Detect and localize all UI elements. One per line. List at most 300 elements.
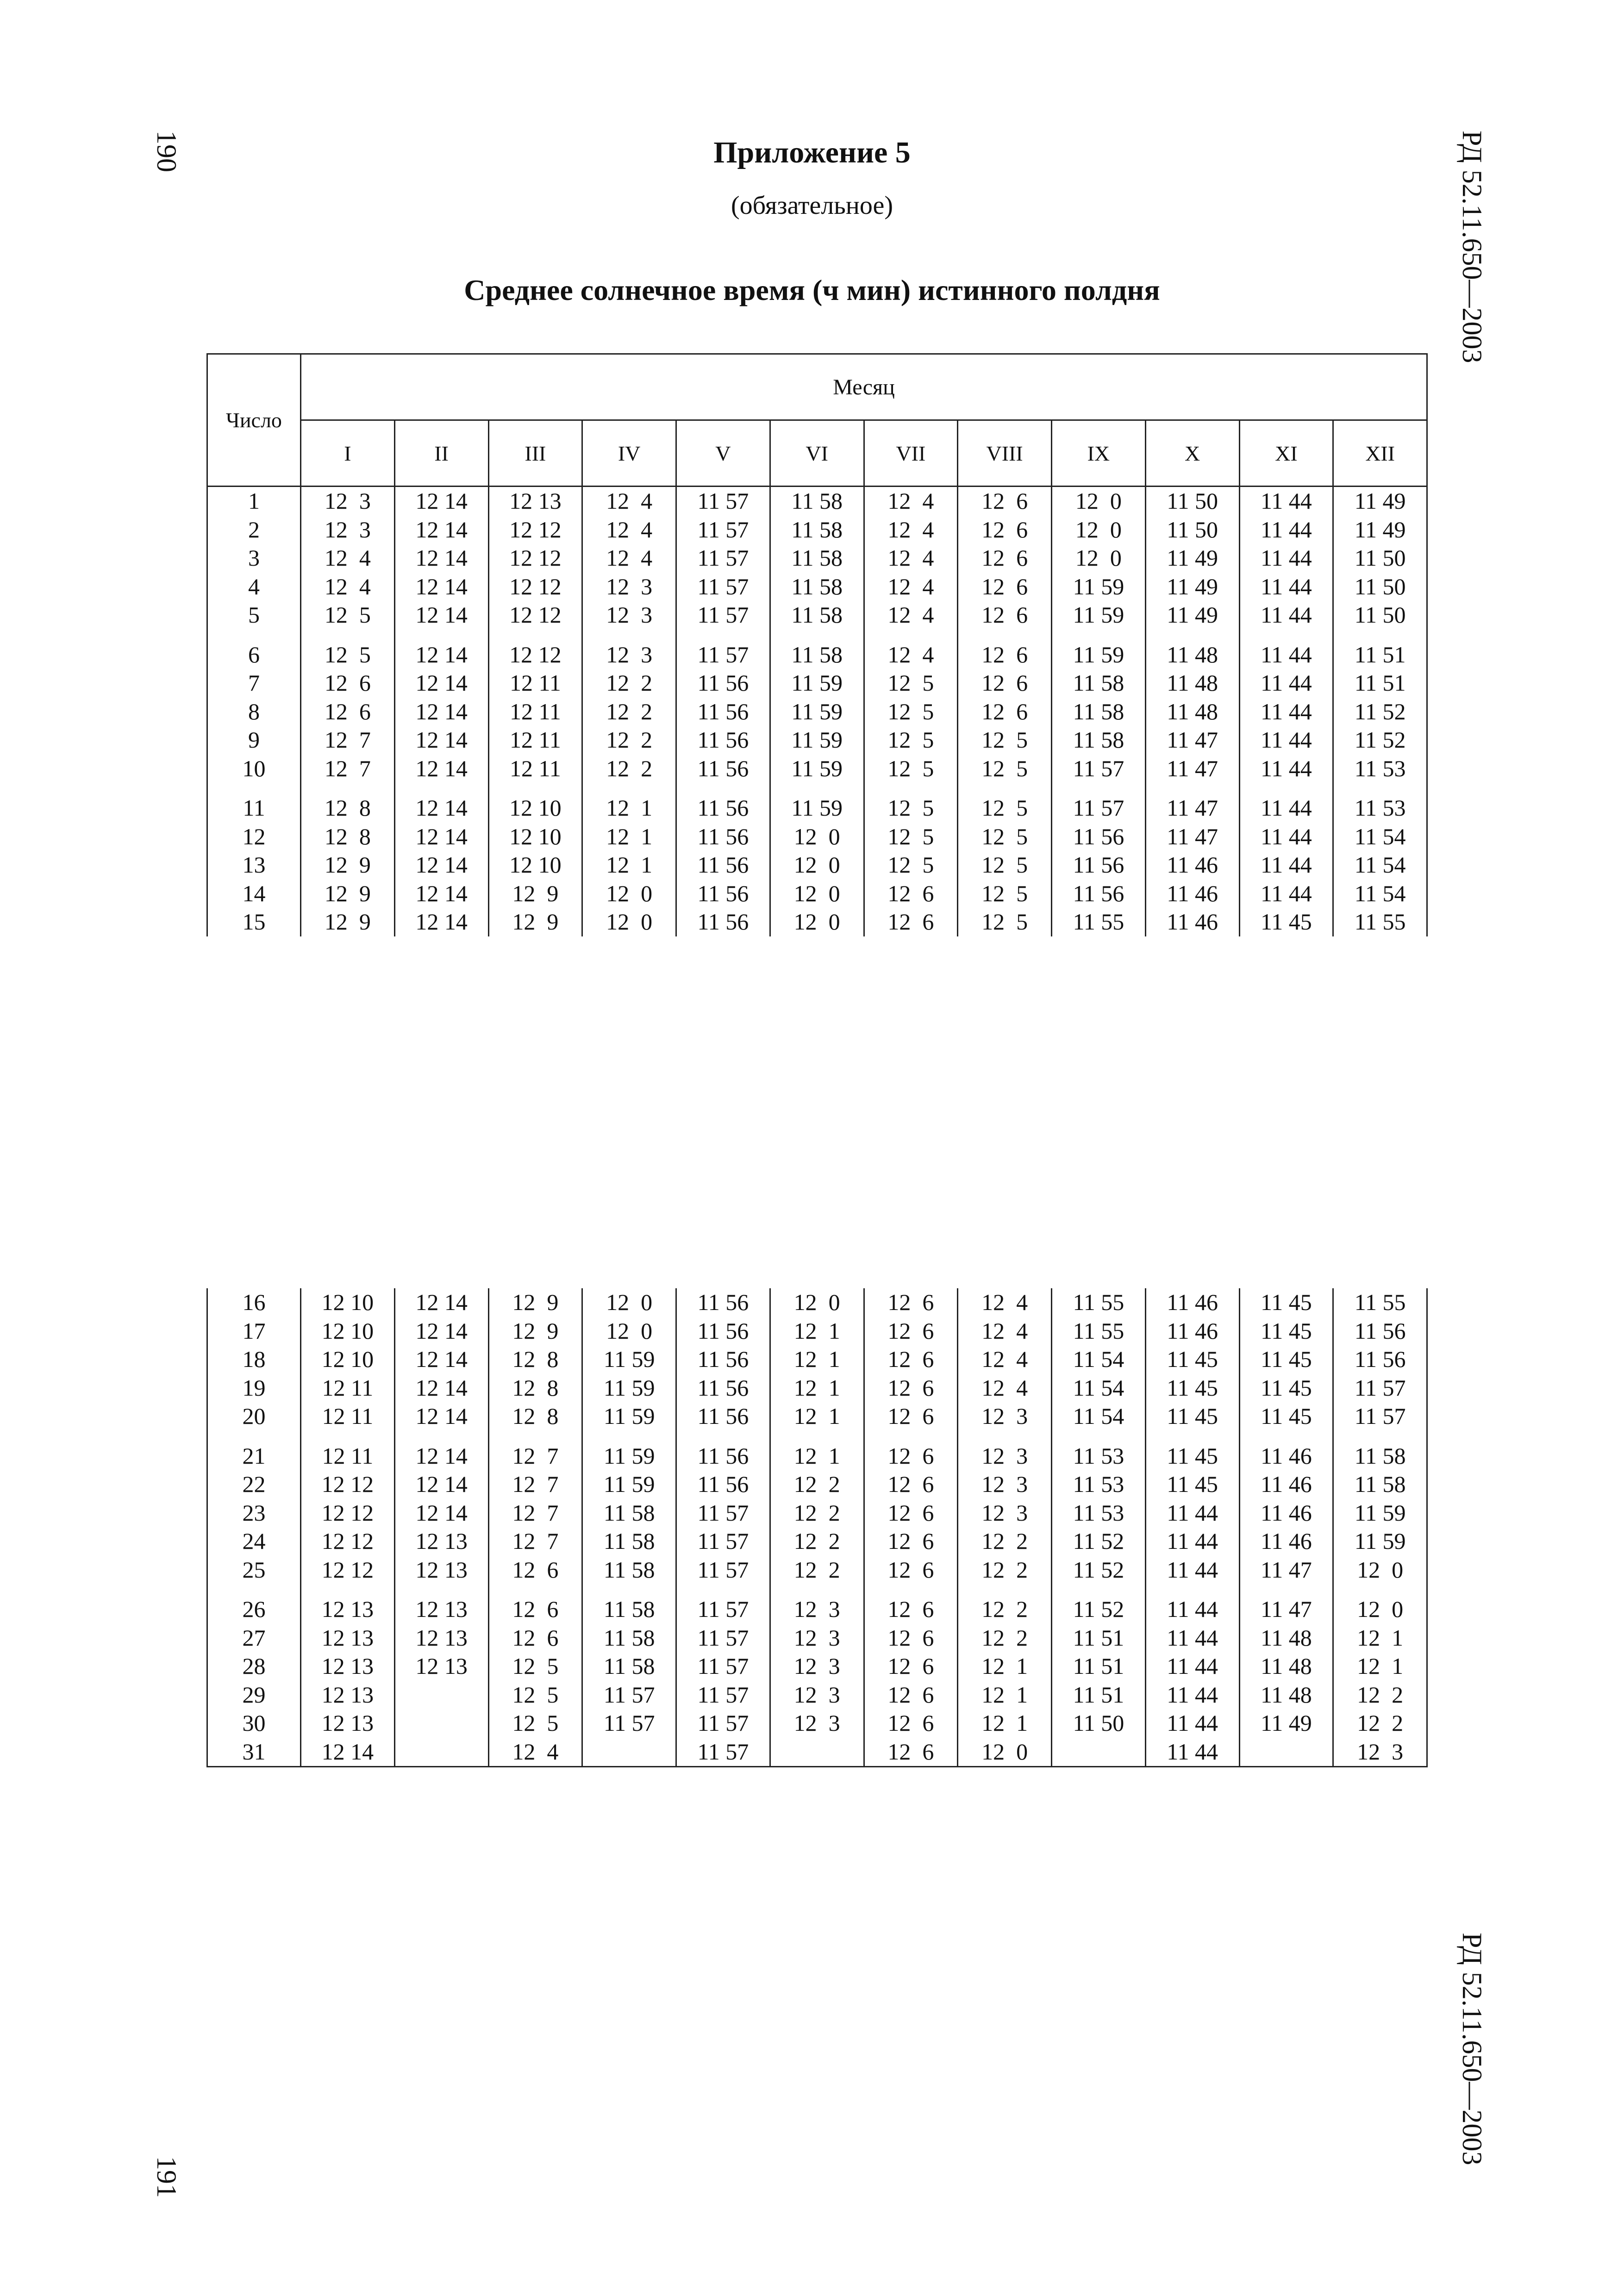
time-value: 12 4 [512, 1738, 559, 1765]
time-value: 12 3 [1357, 1738, 1404, 1765]
time-value: 11 56 [697, 823, 749, 849]
time-value: 12 13 [321, 1596, 374, 1622]
appendix-title: Приложение 5 [713, 136, 911, 169]
group-gap [1052, 630, 1145, 641]
day-number: 25 [242, 1556, 266, 1583]
time-value: 11 48 [1261, 1681, 1312, 1708]
time-value: 12 3 [793, 1681, 840, 1708]
time-value: 11 47 [1261, 1556, 1312, 1583]
time-value: 11 50 [1167, 516, 1218, 543]
group-gap [1146, 1431, 1239, 1442]
group-gap [301, 1584, 394, 1595]
time-value: 12 1 [606, 795, 653, 821]
time-value: 11 58 [791, 488, 843, 514]
time-value: 12 7 [512, 1528, 559, 1554]
time-value: 11 44 [1261, 698, 1312, 724]
time-value: 11 51 [1073, 1653, 1124, 1679]
day-number: 17 [242, 1317, 266, 1344]
table-row [207, 487, 1427, 936]
time-value: 12 11 [510, 698, 561, 724]
time-value: 11 44 [1167, 1738, 1218, 1765]
month-column-x [1145, 1288, 1239, 1767]
time-value: 12 14 [415, 1403, 468, 1429]
group-gap [489, 783, 582, 794]
time-value: 12 6 [981, 573, 1028, 599]
time-value: 11 58 [603, 1624, 655, 1651]
group-gap [677, 630, 769, 641]
group-gap [958, 783, 1051, 794]
time-value: 11 59 [1073, 602, 1124, 628]
time-value: 12 6 [887, 1681, 934, 1708]
day-number: 10 [242, 755, 266, 781]
time-value: 11 47 [1167, 795, 1218, 821]
group-gap [1334, 630, 1426, 641]
time-value: 11 58 [791, 516, 843, 543]
time-value: 12 6 [887, 1596, 934, 1622]
time-value: 12 2 [793, 1556, 840, 1583]
time-value: 11 51 [1354, 670, 1406, 696]
month-ix: IX [1052, 420, 1146, 487]
time-value: 11 44 [1167, 1596, 1218, 1622]
time-value: 11 59 [791, 727, 843, 753]
time-value: 12 3 [606, 602, 653, 628]
time-value: 12 7 [512, 1471, 559, 1497]
time-value: 11 53 [1073, 1499, 1124, 1526]
time-value: 12 8 [324, 795, 371, 821]
day-number: 22 [242, 1471, 266, 1497]
group-gap [208, 1584, 300, 1595]
time-value: 12 3 [324, 488, 371, 514]
time-value: 12 1 [981, 1681, 1028, 1708]
time-value: 11 44 [1167, 1653, 1218, 1679]
time-value: 12 0 [793, 1289, 840, 1315]
month-column-xi [1239, 1288, 1333, 1767]
day-number: 23 [242, 1499, 266, 1526]
month-column-vii [864, 487, 958, 936]
day-number: 26 [242, 1596, 266, 1622]
time-value: 11 55 [1073, 909, 1124, 935]
time-value: 12 3 [606, 573, 653, 599]
time-value: 11 56 [697, 727, 749, 753]
time-value: 12 6 [324, 670, 371, 696]
time-value: 12 6 [887, 1738, 934, 1765]
time-value: 12 3 [793, 1624, 840, 1651]
time-value: 11 44 [1261, 573, 1312, 599]
group-gap [489, 1431, 582, 1442]
time-value [395, 1738, 488, 1766]
time-value: 12 14 [415, 1471, 468, 1497]
time-value: 12 9 [512, 1289, 559, 1315]
time-value: 12 7 [324, 727, 371, 753]
time-value: 12 6 [887, 909, 934, 935]
time-value: 12 2 [606, 698, 653, 724]
group-gap [958, 1431, 1051, 1442]
time-value: 11 49 [1167, 573, 1218, 599]
time-value: 11 44 [1167, 1710, 1218, 1736]
time-value: 12 0 [1357, 1596, 1404, 1622]
month-column-iv [582, 487, 676, 936]
group-gap [865, 1584, 957, 1595]
time-value: 11 57 [603, 1710, 655, 1736]
time-value: 12 0 [606, 1289, 653, 1315]
time-value: 11 53 [1354, 795, 1406, 821]
month-column-ii [394, 487, 488, 936]
day-number: 19 [242, 1374, 266, 1401]
month-column-i [301, 487, 395, 936]
time-value: 11 45 [1261, 1289, 1312, 1315]
time-value: 11 45 [1167, 1346, 1218, 1372]
group-gap [301, 783, 394, 794]
time-value: 11 59 [603, 1346, 655, 1372]
time-value: 12 4 [981, 1374, 1028, 1401]
time-value: 11 56 [697, 880, 749, 906]
month-column-iii [488, 487, 582, 936]
time-value: 11 46 [1167, 1289, 1218, 1315]
time-value: 11 53 [1354, 755, 1406, 781]
time-value: 12 6 [887, 1499, 934, 1526]
time-value: 12 14 [415, 602, 468, 628]
group-gap [301, 630, 394, 641]
time-value: 12 12 [509, 602, 562, 628]
time-value: 12 6 [887, 1403, 934, 1429]
group-gap [865, 1431, 957, 1442]
time-value: 11 58 [1073, 727, 1124, 753]
group-gap [677, 1431, 769, 1442]
time-value: 12 14 [415, 823, 468, 849]
time-value: 11 56 [1354, 1317, 1406, 1344]
time-value: 12 0 [1075, 488, 1122, 514]
day-number: 13 [242, 852, 266, 878]
time-value: 11 48 [1167, 641, 1218, 668]
day-number: 15 [242, 909, 266, 935]
time-value: 12 0 [793, 909, 840, 935]
time-value: 12 14 [415, 1499, 468, 1526]
time-value: 11 55 [1354, 1289, 1406, 1315]
time-value: 11 58 [1073, 670, 1124, 696]
group-gap [771, 783, 863, 794]
time-value: 12 4 [981, 1346, 1028, 1372]
time-value: 12 4 [981, 1317, 1028, 1344]
time-value: 11 44 [1261, 823, 1312, 849]
day-number: 8 [248, 698, 260, 724]
time-value: 11 47 [1167, 823, 1218, 849]
group-gap [395, 1584, 488, 1595]
time-value: 12 1 [1357, 1653, 1404, 1679]
time-value: 11 50 [1073, 1710, 1124, 1736]
time-value: 12 4 [887, 641, 934, 668]
time-value: 12 13 [321, 1624, 374, 1651]
time-value: 12 14 [415, 852, 468, 878]
month-column-xii [1333, 487, 1427, 936]
time-value: 12 6 [981, 602, 1028, 628]
time-value: 11 54 [1073, 1374, 1124, 1401]
time-value: 12 5 [887, 795, 934, 821]
time-value: 11 44 [1167, 1499, 1218, 1526]
time-value: 11 59 [791, 795, 843, 821]
time-value: 12 8 [324, 823, 371, 849]
time-value: 11 45 [1167, 1403, 1218, 1429]
time-value: 11 59 [603, 1471, 655, 1497]
time-value: 11 51 [1073, 1624, 1124, 1651]
time-value: 11 47 [1167, 727, 1218, 753]
time-value: 12 3 [981, 1403, 1028, 1429]
time-value: 11 57 [697, 1710, 749, 1736]
time-value: 12 6 [887, 1556, 934, 1583]
time-value: 11 44 [1167, 1528, 1218, 1554]
time-value: 11 49 [1354, 488, 1406, 514]
month-vi: VI [770, 420, 864, 487]
time-value: 12 4 [887, 573, 934, 599]
time-value: 11 57 [697, 516, 749, 543]
time-value: 12 13 [415, 1653, 468, 1679]
time-value: 12 13 [321, 1681, 374, 1708]
time-value: 12 5 [887, 823, 934, 849]
time-value: 12 1 [606, 852, 653, 878]
time-value: 12 6 [512, 1596, 559, 1622]
time-value: 12 12 [509, 516, 562, 543]
time-value: 12 4 [887, 602, 934, 628]
time-value: 12 6 [887, 880, 934, 906]
time-value: 12 11 [510, 755, 561, 781]
day-number: 20 [242, 1403, 266, 1429]
month-ii: II [394, 420, 488, 487]
time-value: 11 46 [1167, 852, 1218, 878]
time-value: 11 56 [697, 1471, 749, 1497]
time-value: 11 58 [603, 1596, 655, 1622]
time-value: 12 2 [981, 1556, 1028, 1583]
day-number: 27 [242, 1624, 266, 1651]
time-value: 12 14 [415, 755, 468, 781]
time-value: 11 59 [603, 1403, 655, 1429]
time-value: 11 52 [1354, 727, 1406, 753]
group-gap [208, 630, 300, 641]
time-value: 11 54 [1354, 823, 1406, 849]
month-v: V [676, 420, 770, 487]
time-value: 11 46 [1167, 880, 1218, 906]
time-value: 12 0 [1075, 545, 1122, 571]
time-value: 12 14 [321, 1738, 374, 1765]
table-body-part-2 [207, 1288, 1427, 1767]
time-value: 12 9 [324, 909, 371, 935]
day-number: 30 [242, 1710, 266, 1736]
time-value: 12 5 [981, 755, 1028, 781]
time-value: 12 11 [322, 1374, 374, 1401]
time-value: 11 44 [1261, 727, 1312, 753]
time-value: 12 3 [981, 1471, 1028, 1497]
time-value: 12 5 [981, 823, 1028, 849]
time-value: 11 56 [697, 852, 749, 878]
time-value: 11 58 [791, 545, 843, 571]
time-value: 12 3 [793, 1710, 840, 1736]
time-value: 11 55 [1073, 1317, 1124, 1344]
time-value: 12 4 [606, 545, 653, 571]
time-value: 12 12 [321, 1499, 374, 1526]
time-value: 11 48 [1167, 698, 1218, 724]
time-value: 11 48 [1167, 670, 1218, 696]
time-value [395, 1709, 488, 1738]
time-value: 12 2 [793, 1528, 840, 1554]
time-value: 12 0 [606, 909, 653, 935]
time-value: 11 56 [1073, 880, 1124, 906]
time-value: 12 0 [793, 852, 840, 878]
time-value: 11 59 [1073, 641, 1124, 668]
time-value: 12 10 [509, 852, 562, 878]
time-value: 12 4 [887, 545, 934, 571]
time-value: 11 59 [791, 670, 843, 696]
time-value: 11 57 [697, 602, 749, 628]
time-value: 12 6 [512, 1556, 559, 1583]
time-value: 12 6 [887, 1471, 934, 1497]
group-gap [1334, 1584, 1426, 1595]
time-value: 12 13 [415, 1556, 468, 1583]
group-gap [301, 1431, 394, 1442]
time-value: 11 59 [791, 698, 843, 724]
page-number-top: 190 [151, 131, 182, 172]
time-value: 11 57 [697, 1653, 749, 1679]
time-value: 11 57 [697, 1528, 749, 1554]
time-value: 12 4 [606, 488, 653, 514]
time-value: 12 14 [415, 670, 468, 696]
time-value: 12 4 [606, 516, 653, 543]
time-value: 12 3 [793, 1596, 840, 1622]
time-value: 12 6 [324, 698, 371, 724]
time-value: 12 6 [981, 545, 1028, 571]
time-value: 11 44 [1167, 1681, 1218, 1708]
time-value: 12 10 [509, 795, 562, 821]
group-gap [208, 1431, 300, 1442]
group-gap [208, 783, 300, 794]
day-number: 4 [248, 573, 260, 599]
time-value: 11 57 [697, 1556, 749, 1583]
time-value: 12 6 [981, 698, 1028, 724]
group-gap [395, 783, 488, 794]
day-number: 24 [242, 1528, 266, 1554]
appendix-subtitle: (обязательное) [731, 191, 893, 220]
time-value: 12 10 [509, 823, 562, 849]
month-x: X [1145, 420, 1239, 487]
group-gap [583, 1431, 675, 1442]
time-value: 12 3 [324, 516, 371, 543]
time-value: 11 49 [1261, 1710, 1312, 1736]
time-value: 12 8 [512, 1374, 559, 1401]
time-value: 12 4 [887, 488, 934, 514]
time-value: 12 9 [324, 880, 371, 906]
time-value: 12 0 [981, 1738, 1028, 1765]
group-gap [771, 1431, 863, 1442]
time-value: 12 14 [415, 795, 468, 821]
time-value: 11 54 [1354, 852, 1406, 878]
time-value: 12 6 [981, 516, 1028, 543]
time-value: 12 5 [981, 909, 1028, 935]
time-value: 11 58 [1073, 698, 1124, 724]
time-value: 12 10 [321, 1289, 374, 1315]
time-value: 11 54 [1354, 880, 1406, 906]
time-value: 12 6 [887, 1442, 934, 1469]
time-value [395, 1681, 488, 1710]
time-value: 11 51 [1073, 1681, 1124, 1708]
time-value: 12 6 [981, 670, 1028, 696]
group-gap [677, 783, 769, 794]
group-gap [1052, 1431, 1145, 1442]
time-value: 11 50 [1167, 488, 1218, 514]
time-value: 12 13 [415, 1528, 468, 1554]
time-value: 11 46 [1261, 1528, 1312, 1554]
time-value: 12 1 [793, 1317, 840, 1344]
time-value: 12 14 [415, 641, 468, 668]
time-value: 12 14 [415, 1442, 468, 1469]
time-value: 12 13 [415, 1596, 468, 1622]
time-value: 11 58 [1354, 1442, 1406, 1469]
time-value: 11 52 [1073, 1596, 1124, 1622]
time-value: 12 2 [1357, 1681, 1404, 1708]
time-value: 11 57 [603, 1681, 655, 1708]
time-value [583, 1738, 675, 1766]
time-value: 11 52 [1073, 1556, 1124, 1583]
time-value: 12 4 [324, 573, 371, 599]
time-value: 11 44 [1261, 755, 1312, 781]
month-column-ix [1052, 1288, 1146, 1767]
time-value: 11 57 [697, 1499, 749, 1526]
time-value: 12 12 [321, 1471, 374, 1497]
day-number: 16 [242, 1289, 266, 1315]
table-title: Среднее солнечное время (ч мин) истинного полдня [464, 274, 1160, 306]
time-value: 12 12 [321, 1556, 374, 1583]
time-value: 12 2 [981, 1624, 1028, 1651]
time-value: 11 45 [1261, 1346, 1312, 1372]
time-value: 11 56 [1073, 823, 1124, 849]
time-value: 12 1 [1357, 1624, 1404, 1651]
time-value: 12 13 [509, 488, 562, 514]
time-value: 11 51 [1354, 641, 1406, 668]
time-value: 12 6 [887, 1374, 934, 1401]
time-value: 11 57 [1354, 1374, 1406, 1401]
group-gap [865, 783, 957, 794]
time-value: 11 52 [1354, 698, 1406, 724]
time-value: 11 50 [1354, 573, 1406, 599]
day-column [207, 1288, 301, 1767]
time-value: 11 44 [1167, 1624, 1218, 1651]
time-value: 11 57 [697, 1738, 749, 1765]
group-gap [395, 1431, 488, 1442]
time-value: 12 2 [606, 755, 653, 781]
time-value [1240, 1738, 1333, 1766]
time-value: 12 11 [510, 727, 561, 753]
month-header-row [207, 420, 1427, 487]
time-value: 12 2 [606, 727, 653, 753]
time-value: 12 4 [887, 516, 934, 543]
time-value: 12 3 [606, 641, 653, 668]
time-value: 11 47 [1261, 1596, 1312, 1622]
time-value: 11 53 [1073, 1471, 1124, 1497]
group-gap [1146, 1584, 1239, 1595]
time-value: 12 7 [512, 1442, 559, 1469]
month-column-vii [864, 1288, 958, 1767]
month-column-v [676, 487, 770, 936]
time-value: 11 46 [1261, 1471, 1312, 1497]
time-value: 11 58 [791, 602, 843, 628]
time-value: 11 59 [1354, 1528, 1406, 1554]
time-value: 11 45 [1261, 1374, 1312, 1401]
time-value: 12 5 [981, 880, 1028, 906]
month-iii: III [488, 420, 582, 487]
group-gap [395, 630, 488, 641]
time-value: 12 5 [887, 852, 934, 878]
time-value: 12 3 [981, 1499, 1028, 1526]
group-gap [489, 1584, 582, 1595]
time-value: 12 13 [415, 1624, 468, 1651]
time-value: 11 44 [1261, 670, 1312, 696]
day-number: 21 [242, 1442, 266, 1469]
